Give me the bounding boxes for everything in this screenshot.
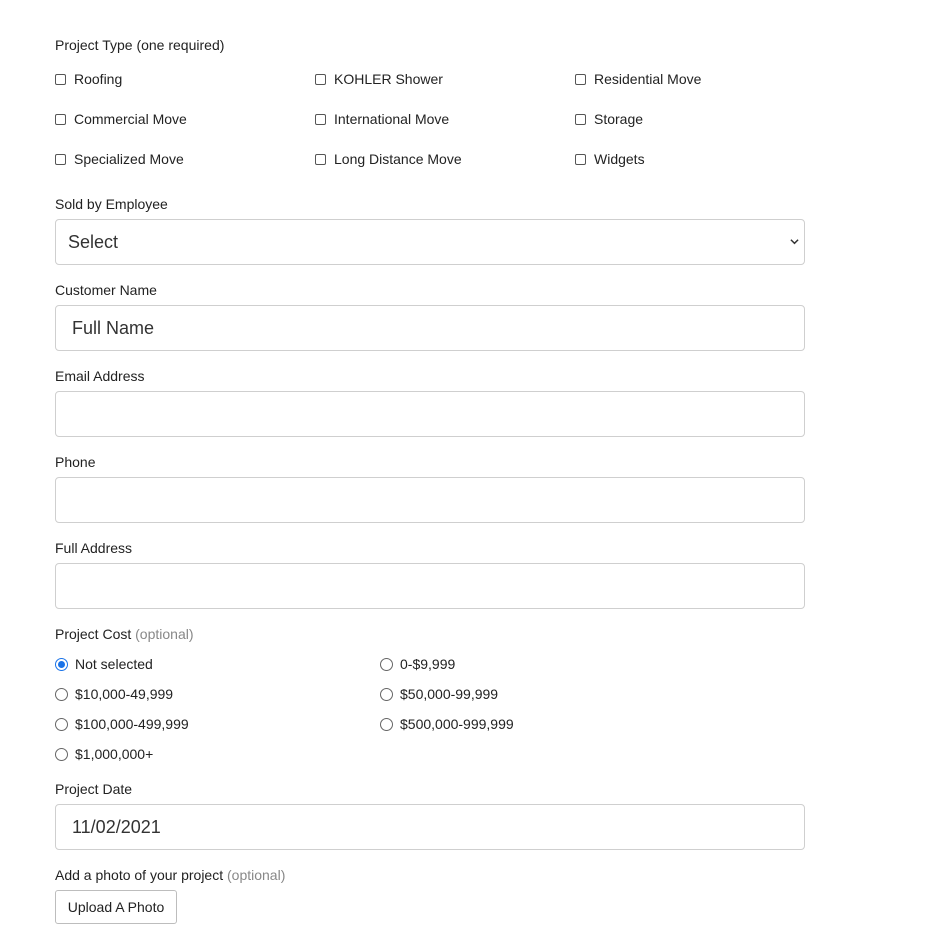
sold-by-selected-value: Select <box>68 232 119 252</box>
project-type-row <box>55 151 805 167</box>
checkbox-label: Roofing <box>74 71 123 87</box>
upload-photo-button[interactable]: Upload A Photo <box>55 890 177 924</box>
email-label: Email Address <box>55 368 145 384</box>
radio-label: $100,000-499,999 <box>75 716 189 732</box>
radio-label: $10,000-49,999 <box>75 686 174 702</box>
project-cost-row <box>55 656 805 672</box>
radio-10000-49999[interactable] <box>55 686 173 702</box>
radio-button[interactable] <box>380 688 393 701</box>
project-type-row <box>55 111 805 127</box>
checkbox-roofing[interactable] <box>55 71 122 87</box>
customer-name-placeholder: Full Name <box>72 318 155 338</box>
optional-tag: (optional) <box>227 867 286 883</box>
checkbox-label: Residential Move <box>594 71 702 87</box>
checkbox-label: International Move <box>334 111 450 127</box>
checkbox-kohler-shower[interactable] <box>315 71 443 87</box>
phone-label: Phone <box>55 454 96 470</box>
checkbox-storage[interactable] <box>575 111 643 127</box>
project-cost-label-text: Project Cost <box>55 626 132 642</box>
radio-1000000-plus[interactable] <box>55 746 153 762</box>
radio-label: Not selected <box>75 656 153 672</box>
checkbox-label: KOHLER Shower <box>334 71 443 87</box>
sold-by-label: Sold by Employee <box>55 196 168 212</box>
photo-label-text: Add a photo of your project <box>55 867 224 883</box>
checkbox-box[interactable] <box>55 114 66 125</box>
project-cost-row <box>55 746 805 762</box>
checkbox-label: Widgets <box>594 151 645 167</box>
project-date-input[interactable] <box>55 804 805 850</box>
checkbox-box[interactable] <box>575 74 586 85</box>
checkbox-long-distance-move[interactable] <box>315 151 462 167</box>
radio-label: 0-$9,999 <box>400 656 456 672</box>
project-type-label: Project Type (one required) <box>55 37 225 53</box>
project-cost-row <box>55 716 805 732</box>
checkbox-label: Long Distance Move <box>334 151 462 167</box>
project-cost-label <box>55 626 194 642</box>
email-field[interactable] <box>55 391 805 437</box>
checkbox-specialized-move[interactable] <box>55 151 184 167</box>
checkbox-label: Commercial Move <box>74 111 187 127</box>
chevron-down-icon <box>790 237 799 246</box>
photo-label <box>55 867 285 883</box>
radio-button[interactable] <box>55 688 68 701</box>
radio-button[interactable] <box>55 748 68 761</box>
radio-label: $500,000-999,999 <box>400 716 514 732</box>
checkbox-label: Specialized Move <box>74 151 184 167</box>
phone-field[interactable] <box>55 477 805 523</box>
radio-button[interactable] <box>55 718 68 731</box>
checkbox-box[interactable] <box>55 74 66 85</box>
checkbox-box[interactable] <box>575 154 586 165</box>
project-type-row <box>55 71 805 87</box>
project-date-label: Project Date <box>55 781 133 797</box>
customer-name-input[interactable] <box>55 305 805 351</box>
radio-button-selected[interactable] <box>55 658 68 671</box>
checkbox-box[interactable] <box>575 114 586 125</box>
radio-label: $50,000-99,999 <box>400 686 499 702</box>
checkbox-label: Storage <box>594 111 644 127</box>
address-field[interactable] <box>55 563 805 609</box>
radio-button[interactable] <box>380 718 393 731</box>
checkbox-residential-move[interactable] <box>575 71 701 87</box>
checkbox-international-move[interactable] <box>315 111 449 127</box>
checkbox-box[interactable] <box>315 74 326 85</box>
radio-label: $1,000,000+ <box>75 746 154 762</box>
checkbox-widgets[interactable] <box>575 151 645 167</box>
optional-tag: (optional) <box>135 626 194 642</box>
radio-not-selected[interactable] <box>55 656 153 672</box>
project-cost-row <box>55 686 805 702</box>
radio-500000-999999[interactable] <box>380 716 514 732</box>
radio-50000-99999[interactable] <box>380 686 498 702</box>
customer-name-label: Customer Name <box>55 282 157 298</box>
radio-0-9999[interactable] <box>380 656 455 672</box>
radio-button[interactable] <box>380 658 393 671</box>
radio-100000-499999[interactable] <box>55 716 189 732</box>
checkbox-box[interactable] <box>315 114 326 125</box>
project-date-value: 11/02/2021 <box>72 817 161 837</box>
sold-by-select[interactable] <box>55 219 805 265</box>
address-label: Full Address <box>55 540 133 556</box>
checkbox-box[interactable] <box>315 154 326 165</box>
checkbox-commercial-move[interactable] <box>55 111 187 127</box>
checkbox-box[interactable] <box>55 154 66 165</box>
